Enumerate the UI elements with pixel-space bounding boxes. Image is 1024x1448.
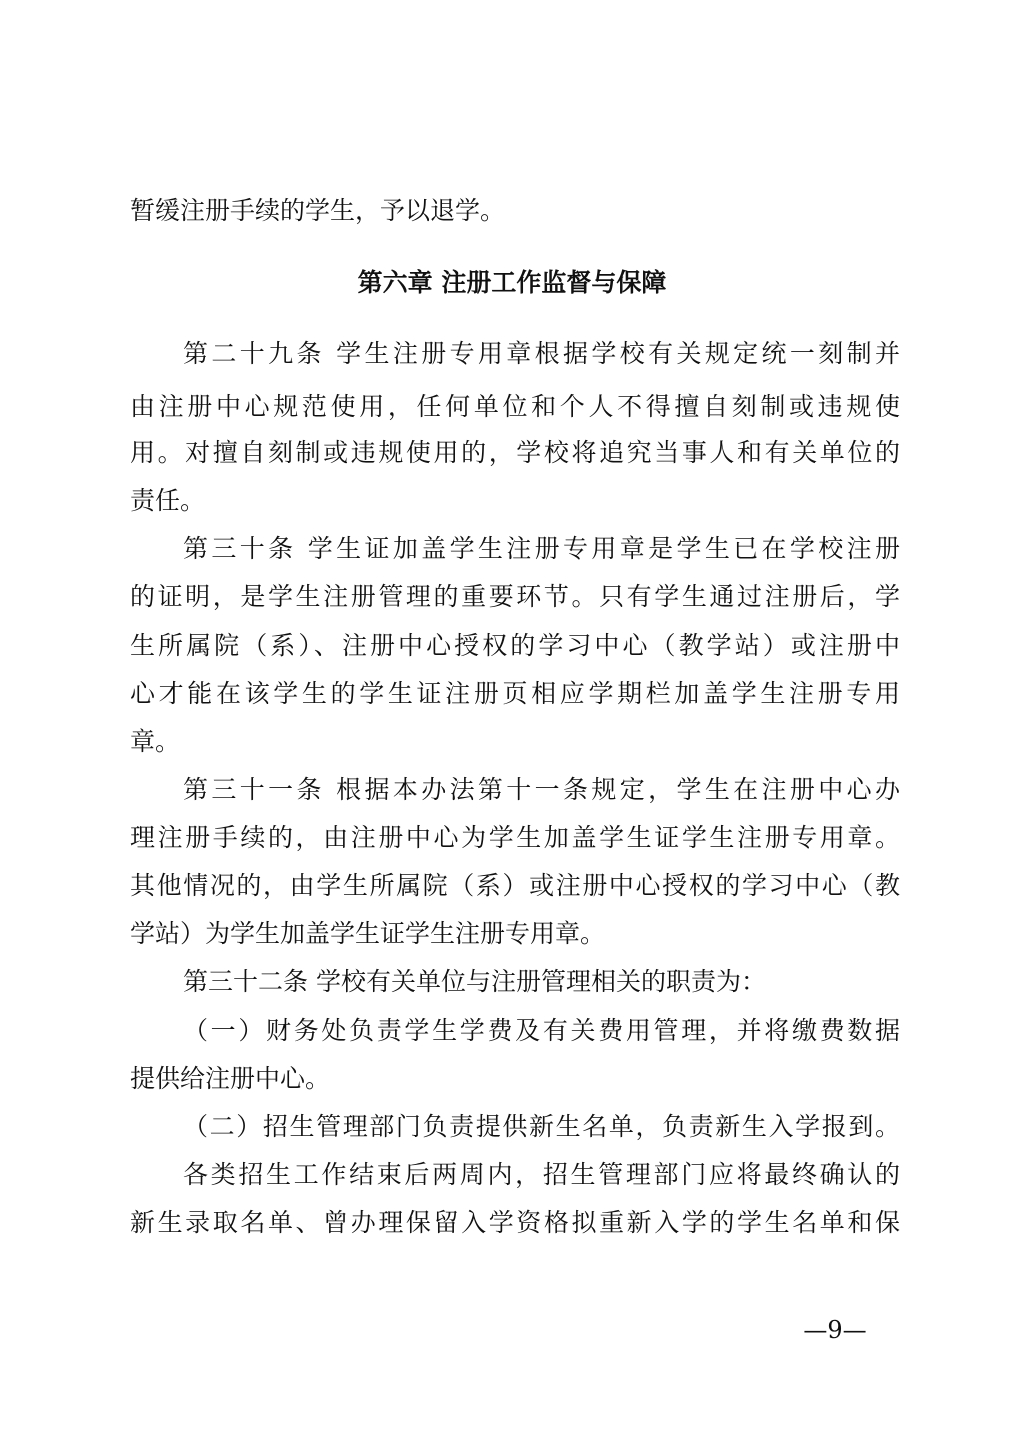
article-30-line-3: 生所属院（系）、注册中心授权的学习中心（教学站）或注册中	[130, 631, 900, 660]
page-number: —9—	[803, 1316, 867, 1344]
article-29-line-4: 责任。	[130, 486, 206, 515]
chapter-heading: 第六章 注册工作监督与保障	[357, 268, 667, 297]
clause-2-line-2: 各类招生工作结束后两周内，招生管理部门应将最终确认的	[183, 1160, 900, 1189]
article-30-line-5: 章。	[130, 727, 181, 756]
article-29-line-3: 用。对擅自刻制或违规使用的，学校将追究当事人和有关单位的	[130, 438, 900, 467]
article-32-line-1: 第三十二条 学校有关单位与注册管理相关的职责为：	[183, 967, 766, 996]
article-29-line-2: 由注册中心规范使用，任何单位和个人不得擅自刻制或违规使	[130, 392, 900, 421]
clause-1-line-1: （一）财务处负责学生学费及有关费用管理，并将缴费数据	[183, 1016, 900, 1045]
article-30-line-1: 第三十条 学生证加盖学生注册专用章是学生已在学校注册	[183, 534, 900, 563]
clause-2-line-3: 新生录取名单、曾办理保留入学资格拟重新入学的学生名单和保	[130, 1208, 900, 1237]
article-31-line-3: 其他情况的，由学生所属院（系）或注册中心授权的学习中心（教	[130, 871, 900, 900]
clause-2-line-1: （二）招生管理部门负责提供新生名单，负责新生入学报到。	[183, 1112, 900, 1141]
article-29-line-1: 第二十九条 学生注册专用章根据学校有关规定统一刻制并	[183, 339, 900, 368]
article-30-line-2: 的证明，是学生注册管理的重要环节。只有学生通过注册后，学	[130, 582, 900, 611]
article-30-line-4: 心才能在该学生的学生证注册页相应学期栏加盖学生注册专用	[130, 679, 900, 708]
article-31-line-2: 理注册手续的，由注册中心为学生加盖学生证学生注册专用章。	[130, 823, 900, 852]
article-31-line-4: 学站）为学生加盖学生证学生注册专用章。	[130, 919, 606, 948]
article-31-line-1: 第三十一条 根据本办法第十一条规定，学生在注册中心办	[183, 775, 900, 804]
text-line-continuation: 暂缓注册手续的学生，予以退学。	[130, 196, 506, 225]
clause-1-line-2: 提供给注册中心。	[130, 1064, 331, 1093]
